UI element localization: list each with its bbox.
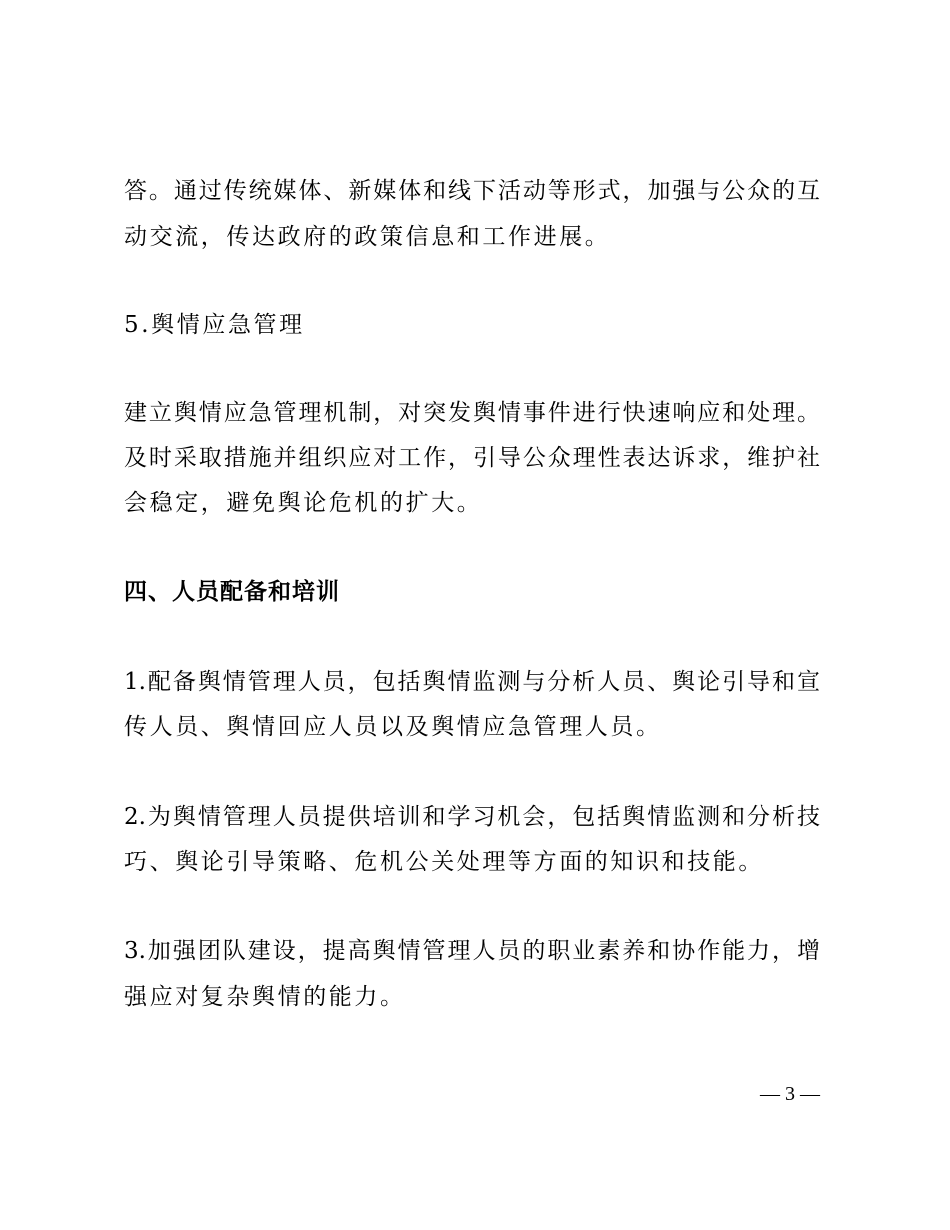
paragraph-line: 及时采取措施并组织应对工作，引导公众理性表达诉求，维护社 xyxy=(124,445,820,471)
subsection-heading: 5.舆情应急管理 xyxy=(124,312,305,338)
section-heading: 四、人员配备和培训 xyxy=(124,579,340,605)
paragraph-line: 传人员、舆情回应人员以及舆情应急管理人员。 xyxy=(124,714,662,740)
paragraph-line: 巧、舆论引导策略、危机公关处理等方面的知识和技能。 xyxy=(124,849,764,875)
paragraph-line: 1.配备舆情管理人员，包括舆情监测与分析人员、舆论引导和宣 xyxy=(124,669,820,695)
paragraph-line: 强应对复杂舆情的能力。 xyxy=(124,984,406,1010)
paragraph-line: 会稳定，避免舆论危机的扩大。 xyxy=(124,490,483,516)
page-number: — 3 — xyxy=(760,1083,820,1105)
paragraph-line: 2.为舆情管理人员提供培训和学习机会，包括舆情监测和分析技 xyxy=(124,804,820,830)
paragraph-line: 答。通过传统媒体、新媒体和线下活动等形式，加强与公众的互 xyxy=(124,178,820,204)
paragraph-line: 3.加强团队建设，提高舆情管理人员的职业素养和协作能力，增 xyxy=(124,938,820,964)
paragraph-line: 动交流，传达政府的政策信息和工作进展。 xyxy=(124,224,611,250)
paragraph-line: 建立舆情应急管理机制，对突发舆情事件进行快速响应和处理。 xyxy=(124,400,820,426)
